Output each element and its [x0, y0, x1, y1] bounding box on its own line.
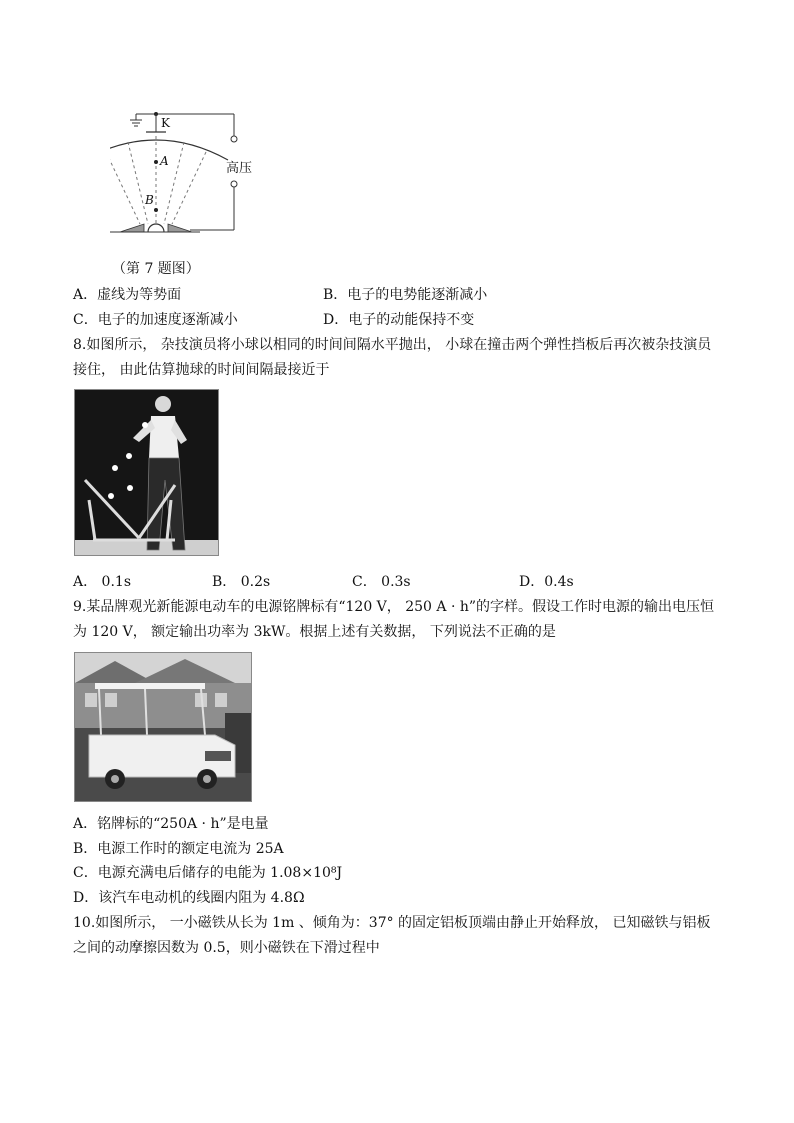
juggler-photo [74, 389, 219, 556]
q8-option-d: D．0.4s [519, 574, 574, 590]
q9-option-c: C．电源充满电后储存的电能为 1.08×10⁸J [73, 865, 343, 881]
electric-car-photo [74, 652, 252, 802]
q10-stem-line2: 之间的动摩擦因数为 0.5，则小磁铁在下滑过程中 [73, 940, 380, 956]
q10-stem-line1: 10.如图所示， 一小磁铁从长为 1m 、倾角为：37° 的固定铝板顶端由静止开始释放， 已知磁铁与铝板 [73, 915, 711, 931]
label-k: K [161, 116, 170, 130]
q7-option-b: B．电子的电势能逐渐减小 [323, 287, 488, 303]
q8-stem-line1: 8.如图所示， 杂技演员将小球以相同的时间间隔水平抛出， 小球在撞击两个弹性挡板后再次被杂技演员 [73, 337, 712, 353]
q9-option-d: D．该汽车电动机的线圈内阻为 4.8Ω [73, 890, 305, 906]
label-a: A [160, 154, 169, 168]
q8-option-b: B． 0.2s [212, 574, 271, 590]
q8-stem-line2: 接住， 由此估算抛球的时间间隔最接近于 [73, 362, 330, 378]
label-high-voltage: 高压 [226, 161, 253, 176]
q9-option-a: A．铭牌标的“250A · h”是电量 [73, 816, 269, 832]
q8-option-c: C． 0.3s [352, 574, 411, 590]
q7-option-c: C．电子的加速度逐渐减小 [73, 312, 238, 328]
q7-option-d: D．电子的动能保持不变 [323, 312, 475, 328]
figure-caption: （第 7 题图） [112, 261, 200, 277]
label-b: B [145, 193, 154, 207]
q9-option-b: B．电源工作时的额定电流为 25A [73, 841, 284, 857]
q8-option-a: A． 0.1s [73, 574, 132, 590]
q9-stem-line2: 为 120 V， 额定输出功率为 3kW。根据上述有关数据， 下列说法不正确的是 [73, 624, 556, 640]
ground-symbol [130, 114, 142, 126]
q7-option-a: A．虚线为等势面 [73, 287, 182, 303]
q9-stem-line1: 9.某品牌观光新能源电动车的电源铭牌标有“120 V， 250 A · h”的字样。假设工作时电源的输出电压恒 [73, 599, 715, 615]
